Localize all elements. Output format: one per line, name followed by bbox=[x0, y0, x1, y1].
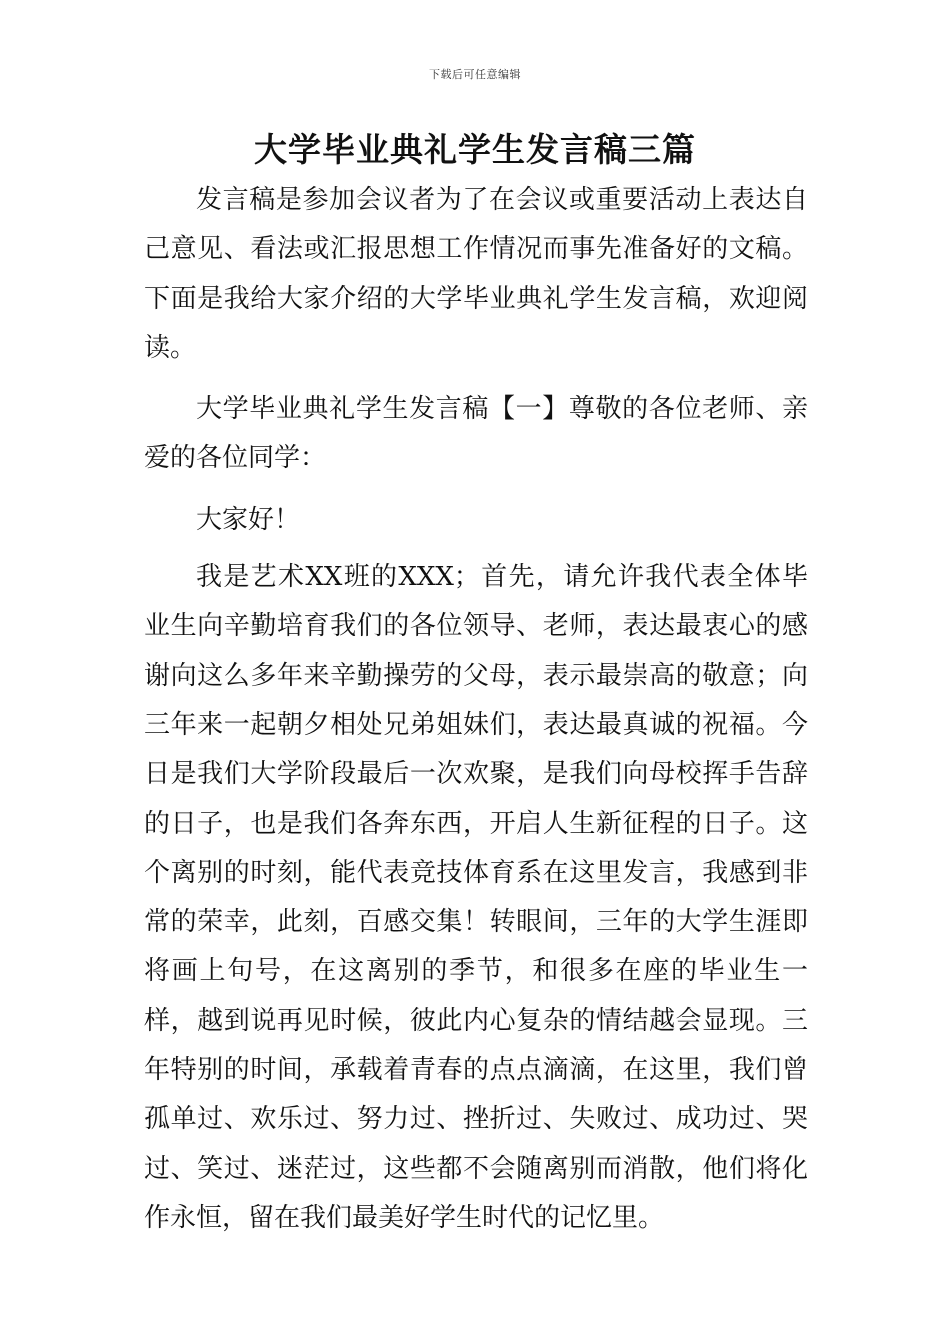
intro-paragraph: 发言稿是参加会议者为了在会议或重要活动上表达自己意见、看法或汇报思想工作情况而事先准备好的文稿。下面是我给大家介绍的大学毕业典礼学生发言稿，欢迎阅读。 bbox=[144, 185, 808, 363]
greeting-paragraph: 大家好！ bbox=[196, 504, 301, 535]
main-paragraph: 我是艺术XX班的XXX；首先，请允许我代表全体毕业生向辛勤培育我们的各位领导、老师，表达最衷心的感谢向这么多年来辛勤操劳的父母，表示最崇高的敬意；向三年来一起朝夕相处兄弟姐妹们，表达最真诚的祝福。今日是我们大学阶段最后一次欢聚，是我们向母校挥手告辞的日子，也是我们各奔东西，开启人生新征程的日子。这个离别的时刻，能代表竞技体育系在这里发言，我感到非常的荣幸，此刻，百感交集！转眼间，三年的大学生涯即将画上句号，在这离别的季节，和很多在座的毕业生一样，越到说再见时候，彼此内心复杂的情结越会显现。三年特别的时间，承载着青春的点点滴滴，在这里，我们曾孤单过、欢乐过、努力过、挫折过、失败过、成功过、哭过、笑过、迷茫过，这些都不会随离别而消散，他们将化作永恒，留在我们最美好学生时代的记忆里。 bbox=[144, 562, 808, 1233]
header-note: 下载后可任意编辑 bbox=[429, 68, 521, 81]
document-body bbox=[144, 176, 808, 1243]
section-one-paragraph: 大学毕业典礼学生发言稿【一】尊敬的各位老师、亲爱的各位同学： bbox=[144, 394, 808, 474]
document-title: 大学毕业典礼学生发言稿三篇 bbox=[254, 130, 696, 169]
